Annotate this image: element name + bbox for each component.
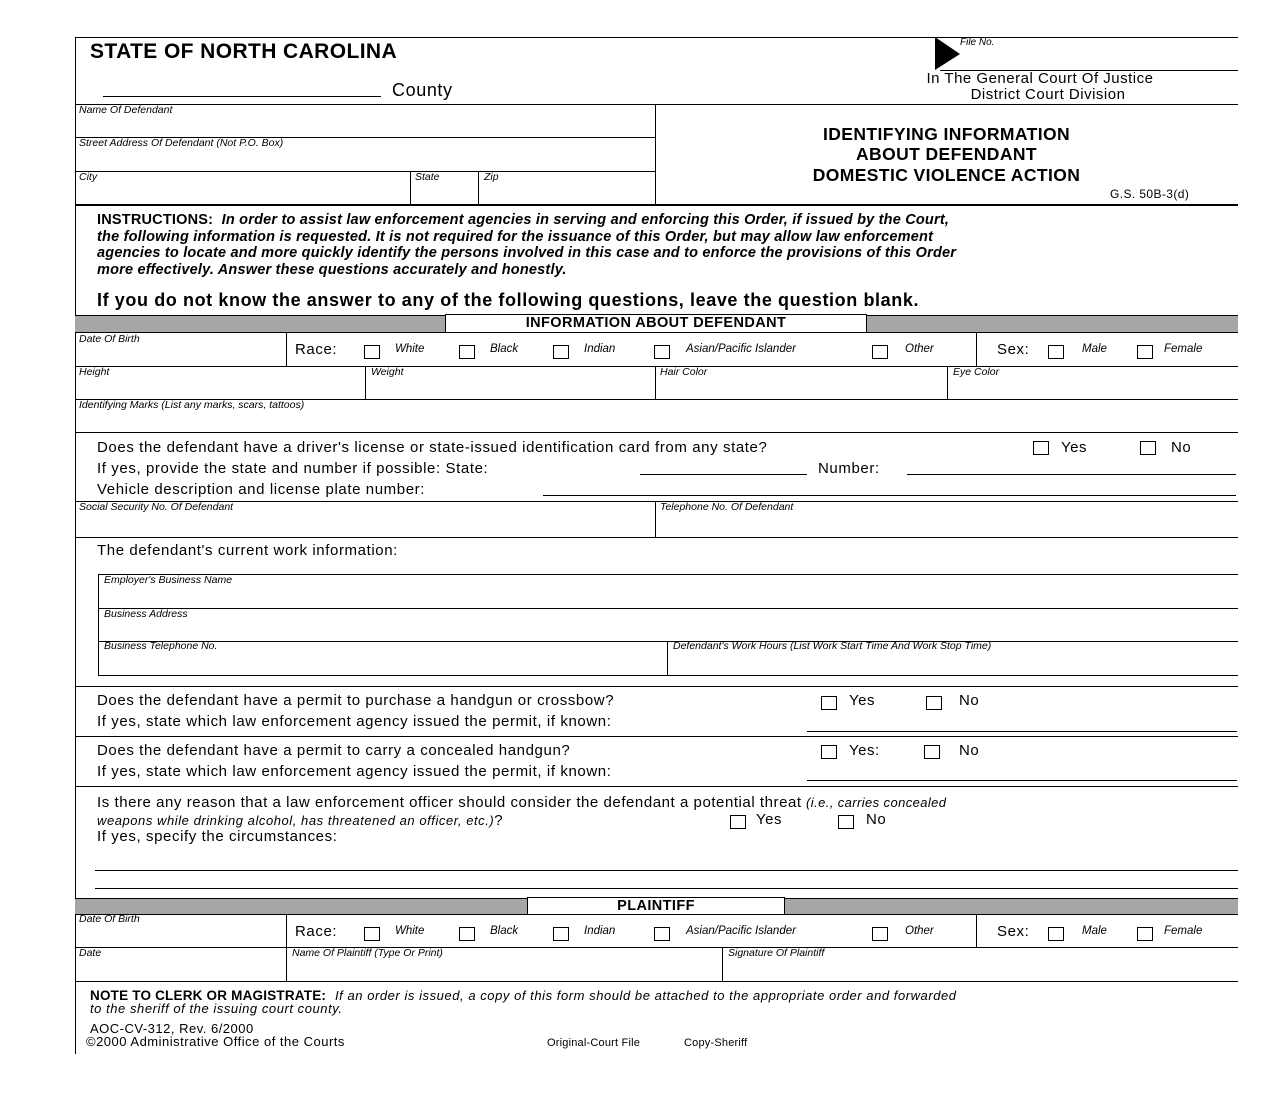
- circumstances-field-line-1[interactable]: [95, 870, 1238, 871]
- eye-color-field[interactable]: [949, 367, 1237, 399]
- defendant-race-other-checkbox[interactable]: [872, 345, 888, 359]
- employer-name-label: Employer's Business Name: [104, 574, 233, 586]
- defendant-race-white-checkbox[interactable]: [364, 345, 380, 359]
- defendant-race-asian-label: Asian/Pacific Islander: [686, 343, 796, 355]
- plaintiff-date-field[interactable]: [76, 948, 284, 980]
- threat-no-checkbox[interactable]: [838, 815, 854, 829]
- blank-answer-note: If you do not know the answer to any of the following questions, leave the question blank.: [97, 290, 920, 310]
- top-border: [75, 37, 1238, 38]
- header-bottom: [75, 204, 1238, 206]
- defendant-race-indian-label: Indian: [584, 343, 616, 355]
- weight-label: Weight: [371, 366, 404, 378]
- carry-agency-label: If yes, state which law enforcement agency issued the permit, if known:: [97, 763, 612, 780]
- court-name: In The General Court Of Justice: [926, 70, 1154, 87]
- identifying-marks-field[interactable]: [76, 400, 1236, 431]
- plaintiff-section-title: PLAINTIFF: [527, 897, 785, 915]
- license-no-label: No: [1171, 439, 1192, 456]
- clerk-note-text: If an order is issued, a copy of this form should be attached to the appropriate order and forwarded: [335, 988, 957, 1003]
- county-label: County: [392, 80, 453, 100]
- plaintiff-race-divider: [976, 914, 977, 947]
- defendant-sex-female-label: Female: [1164, 343, 1203, 355]
- circumstances-field-line-2[interactable]: [95, 888, 1238, 889]
- defendant-phone-field[interactable]: [657, 502, 1237, 536]
- clerk-note-heading: NOTE TO CLERK OR MAGISTRATE:: [90, 988, 327, 1003]
- county-name-field[interactable]: [103, 96, 381, 97]
- hair-color-label: Hair Color: [660, 366, 708, 378]
- ssn-field[interactable]: [76, 502, 653, 536]
- state-heading: STATE OF NORTH CAROLINA: [90, 40, 398, 63]
- threat-question-end: ?: [494, 812, 503, 829]
- hair-divider: [947, 366, 948, 399]
- plaintiff-sex-male-checkbox[interactable]: [1048, 927, 1064, 941]
- state-label: State: [415, 171, 440, 183]
- carry-no-checkbox[interactable]: [924, 745, 940, 759]
- purchase-no-checkbox[interactable]: [926, 696, 942, 710]
- carry-yes-checkbox[interactable]: [821, 745, 837, 759]
- ssn-row-bottom: [75, 537, 1238, 538]
- work-block-bottom: [75, 686, 1238, 687]
- identifying-marks-label: Identifying Marks (List any marks, scars, tattoos): [79, 399, 305, 411]
- purchase-agency-label: If yes, state which law enforcement agency issued the permit, if known:: [97, 713, 612, 730]
- plaintiff-race-indian-label: Indian: [584, 925, 616, 937]
- plaintiff-race-indian-checkbox[interactable]: [553, 927, 569, 941]
- work-bottom: [98, 675, 1238, 676]
- plaintiff-race-white-label: White: [395, 925, 425, 937]
- defendant-phone-label: Telephone No. Of Defendant: [660, 501, 794, 513]
- plaintiff-name-field[interactable]: [288, 948, 720, 980]
- instructions-heading: INSTRUCTIONS:: [97, 212, 214, 228]
- vehicle-label: Vehicle description and license plate number:: [97, 481, 426, 498]
- carry-permit-question: Does the defendant have a permit to carry a concealed handgun?: [97, 742, 571, 759]
- license-question: Does the defendant have a driver's license or state-issued identification card from any state?: [97, 439, 768, 456]
- defendant-sex-male-checkbox[interactable]: [1048, 345, 1064, 359]
- threat-question-text: Is there any reason that a law enforcement officer should consider the defendant a potential threat: [97, 794, 802, 811]
- plaintiff-race-white-checkbox[interactable]: [364, 927, 380, 941]
- work-hours-field[interactable]: [669, 642, 1237, 674]
- height-label: Height: [79, 366, 110, 378]
- defendant-dob-field[interactable]: [76, 334, 284, 366]
- business-phone-field[interactable]: [99, 642, 665, 674]
- street-address-field[interactable]: [76, 138, 654, 170]
- eye-color-label: Eye Color: [953, 366, 1000, 378]
- plaintiff-race-asian-checkbox[interactable]: [654, 927, 670, 941]
- defendant-race-indian-checkbox[interactable]: [553, 345, 569, 359]
- marks-row-bottom: [75, 432, 1238, 433]
- dob-divider: [286, 332, 287, 366]
- instructions-block: [97, 212, 1227, 278]
- threat-yes-label: Yes: [756, 811, 782, 828]
- ssn-divider: [655, 501, 656, 537]
- city-divider: [410, 171, 411, 204]
- purchase-yes-checkbox[interactable]: [821, 696, 837, 710]
- business-address-label: Business Address: [104, 608, 188, 620]
- defendant-race-black-checkbox[interactable]: [459, 345, 475, 359]
- license-ifyes-label: If yes, provide the state and number if possible: State:: [97, 460, 489, 477]
- circumstances-label: If yes, specify the circumstances:: [97, 828, 338, 845]
- plaintiff-sex-male-label: Male: [1082, 925, 1107, 937]
- ssn-label: Social Security No. Of Defendant: [79, 501, 234, 513]
- plaintiff-block-bottom: [75, 981, 1238, 982]
- race-divider: [976, 332, 977, 366]
- threat-question: [97, 794, 946, 812]
- instructions-line-2: the following information is requested. It is not required for the issuance of this Order, but may allow law enforcement: [97, 228, 934, 245]
- weight-field[interactable]: [367, 367, 653, 399]
- work-hours-label: Defendant's Work Hours (List Work Start Time And Work Stop Time): [673, 640, 992, 652]
- business-phone-label: Business Telephone No.: [104, 640, 218, 652]
- purchase-yes-label: Yes: [849, 692, 875, 709]
- weight-divider: [655, 366, 656, 399]
- threat-yes-checkbox[interactable]: [730, 815, 746, 829]
- plaintiff-name-divider: [722, 947, 723, 981]
- license-no-checkbox[interactable]: [1140, 441, 1156, 455]
- instructions-line-3: agencies to locate and more quickly identify the persons involved in this case and to enforce the provisions of this Order: [97, 245, 957, 261]
- copyright: ©2000 Administrative Office of the Courts: [86, 1034, 345, 1049]
- street-address-label: Street Address Of Defendant (Not P.O. Box): [79, 137, 284, 149]
- clerk-note-line-2: to the sheriff of the issuing court county.: [90, 1001, 343, 1016]
- form-title-2: ABOUT DEFENDANT: [856, 144, 1037, 164]
- zip-field[interactable]: [480, 172, 654, 204]
- plaintiff-dob-label: Date Of Birth: [79, 913, 140, 925]
- defendant-dob-label: Date Of Birth: [79, 333, 140, 345]
- hair-color-field[interactable]: [657, 367, 945, 399]
- form-title-1: IDENTIFYING INFORMATION: [822, 124, 1071, 144]
- defendant-sex-female-checkbox[interactable]: [1137, 345, 1153, 359]
- carry-agency-field[interactable]: [807, 780, 1237, 781]
- threat-example-2: weapons while drinking alcohol, has threatened an officer, etc.): [97, 813, 495, 828]
- plaintiff-race-black-checkbox[interactable]: [459, 927, 475, 941]
- plaintiff-race-label: Race:: [295, 923, 338, 940]
- plaintiff-date-label: Date: [79, 947, 102, 959]
- plaintiff-sex-female-label: Female: [1164, 925, 1203, 937]
- purchase-no-label: No: [959, 692, 980, 709]
- city-label: City: [79, 171, 98, 183]
- height-divider: [365, 366, 366, 399]
- file-no-label: File No.: [960, 37, 995, 48]
- purchase-permit-question: Does the defendant have a permit to purchase a handgun or crossbow?: [97, 692, 615, 709]
- business-phone-divider: [667, 641, 668, 675]
- defendant-name-label: Name Of Defendant: [79, 104, 173, 116]
- defendant-sex-male-label: Male: [1082, 343, 1107, 355]
- defendant-name-field[interactable]: [76, 105, 654, 137]
- employer-name-field[interactable]: [99, 575, 1237, 607]
- height-field[interactable]: [76, 367, 363, 399]
- plaintiff-race-other-label: Other: [905, 925, 934, 937]
- form-id: AOC-CV-312, Rev. 6/2000: [90, 1021, 254, 1036]
- license-yes-checkbox[interactable]: [1033, 441, 1049, 455]
- plaintiff-sex-label: Sex:: [997, 923, 1030, 940]
- plaintiff-race-asian-label: Asian/Pacific Islander: [686, 925, 796, 937]
- court-division: District Court Division: [970, 86, 1126, 103]
- zip-label: Zip: [484, 171, 499, 183]
- purchase-block-bottom: [75, 736, 1238, 737]
- city-field[interactable]: [76, 172, 408, 204]
- defendant-sex-label: Sex:: [997, 341, 1030, 358]
- license-yes-label: Yes: [1061, 439, 1087, 456]
- threat-no-label: No: [866, 811, 887, 828]
- carry-block-bottom: [75, 786, 1238, 787]
- defendant-race-white-label: White: [395, 343, 425, 355]
- plaintiff-dob-field[interactable]: [76, 915, 284, 946]
- file-arrow-icon: [935, 37, 961, 71]
- vehicle-field[interactable]: [543, 495, 1236, 496]
- state-divider: [478, 171, 479, 204]
- purchase-agency-field[interactable]: [807, 731, 1237, 732]
- carry-yes-label: Yes:: [849, 742, 880, 759]
- plaintiff-race-black-label: Black: [490, 925, 519, 937]
- copy-sheriff: Copy-Sheriff: [684, 1037, 748, 1049]
- form-title-3: DOMESTIC VIOLENCE ACTION: [812, 165, 1081, 185]
- license-number-field[interactable]: [907, 474, 1236, 475]
- instructions-line-1: In order to assist law enforcement agencies in serving and enforcing this Order, if issued by the Court,: [221, 212, 950, 228]
- plaintiff-signature-field[interactable]: [724, 948, 1237, 980]
- instructions-line-4: more effectively. Answer these questions accurately and honestly.: [97, 261, 567, 278]
- plaintiff-name-label: Name Of Plaintiff (Type Or Print): [292, 947, 443, 959]
- defendant-race-black-label: Black: [490, 343, 519, 355]
- state-field[interactable]: [412, 172, 476, 204]
- plaintiff-signature-label: Signature Of Plaintiff: [728, 947, 825, 959]
- defendant-race-other-label: Other: [905, 343, 934, 355]
- threat-example-1: (i.e., carries concealed: [806, 795, 947, 810]
- work-info-label: The defendant's current work information:: [97, 542, 398, 559]
- plaintiff-sex-female-checkbox[interactable]: [1137, 927, 1153, 941]
- defendant-race-label: Race:: [295, 341, 338, 358]
- plaintiff-race-other-checkbox[interactable]: [872, 927, 888, 941]
- original-court-file: Original-Court File: [547, 1037, 641, 1049]
- business-address-field[interactable]: [99, 609, 1237, 640]
- carry-no-label: No: [959, 742, 980, 759]
- statute-reference: G.S. 50B-3(d): [1110, 187, 1190, 201]
- license-state-field[interactable]: [640, 474, 807, 475]
- defendant-race-asian-checkbox[interactable]: [654, 345, 670, 359]
- license-number-label: Number:: [818, 460, 880, 477]
- defendant-section-title: INFORMATION ABOUT DEFENDANT: [445, 314, 867, 333]
